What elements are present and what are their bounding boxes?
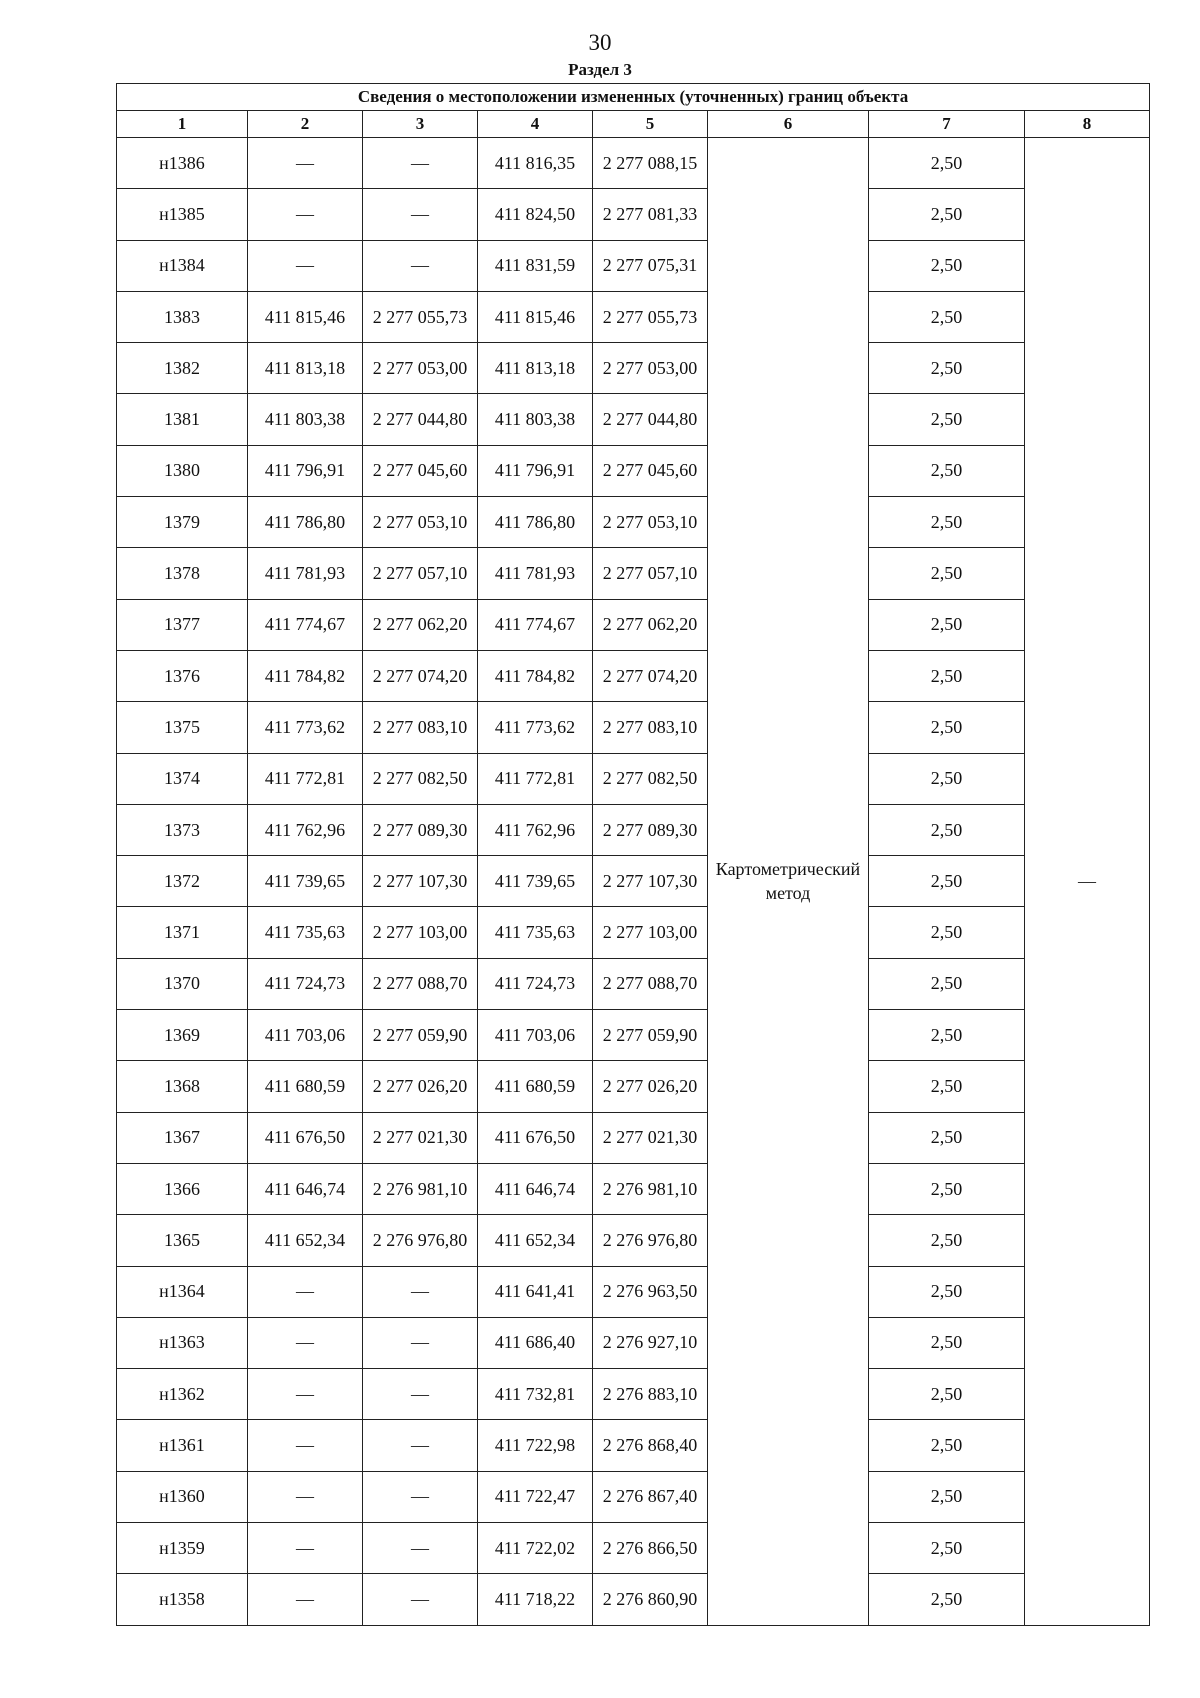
cell-col-2: 411 784,82 — [248, 650, 363, 701]
cell-col-1: 1371 — [117, 907, 248, 958]
cell-col-4: 411 676,50 — [478, 1112, 593, 1163]
cell-col-2: 411 772,81 — [248, 753, 363, 804]
cell-col-7: 2,50 — [869, 907, 1025, 958]
cell-col-2: 411 680,59 — [248, 1061, 363, 1112]
cell-col-4: 411 722,98 — [478, 1420, 593, 1471]
cell-col-2: — — [248, 1574, 363, 1625]
cell-col-3: 2 277 074,20 — [363, 650, 478, 701]
table-row — [117, 804, 1150, 855]
cell-col-5: 2 276 866,50 — [593, 1523, 708, 1574]
cell-col-2: 411 724,73 — [248, 958, 363, 1009]
cell-col-4: 411 722,02 — [478, 1523, 593, 1574]
cell-col-7: 2,50 — [869, 343, 1025, 394]
cell-col-3: — — [363, 1266, 478, 1317]
column-number-1: 1 — [117, 111, 248, 138]
cell-col-5: 2 277 021,30 — [593, 1112, 708, 1163]
table-body — [117, 138, 1150, 1626]
cell-col-2: 411 773,62 — [248, 702, 363, 753]
cell-col-1: 1365 — [117, 1215, 248, 1266]
cell-col-4: 411 735,63 — [478, 907, 593, 958]
cell-col-3: 2 277 082,50 — [363, 753, 478, 804]
table-row — [117, 1574, 1150, 1625]
cell-col-7: 2,50 — [869, 1471, 1025, 1522]
cell-col-7: 2,50 — [869, 138, 1025, 189]
cell-col-7: 2,50 — [869, 1061, 1025, 1112]
cell-col-5: 2 276 927,10 — [593, 1317, 708, 1368]
page-number: 30 — [588, 30, 612, 55]
table-row — [117, 394, 1150, 445]
cell-col-5: 2 277 075,31 — [593, 240, 708, 291]
cell-col-5: 2 277 053,10 — [593, 497, 708, 548]
cell-col-3: 2 276 976,80 — [363, 1215, 478, 1266]
table-row — [117, 907, 1150, 958]
cell-col-7: 2,50 — [869, 599, 1025, 650]
cell-col-3: — — [363, 189, 478, 240]
cell-col-5: 2 276 963,50 — [593, 1266, 708, 1317]
table-row — [117, 1369, 1150, 1420]
cell-col-4: 411 784,82 — [478, 650, 593, 701]
cell-col-1: н1385 — [117, 189, 248, 240]
table-row — [117, 753, 1150, 804]
table-row — [117, 497, 1150, 548]
cell-col-3: 2 277 044,80 — [363, 394, 478, 445]
cell-col-1: 1370 — [117, 958, 248, 1009]
cell-col-2: 411 815,46 — [248, 291, 363, 342]
cell-col-1: 1372 — [117, 856, 248, 907]
cell-col-4: 411 732,81 — [478, 1369, 593, 1420]
cell-col-7: 2,50 — [869, 240, 1025, 291]
column-number-2: 2 — [248, 111, 363, 138]
cell-col-7: 2,50 — [869, 1163, 1025, 1214]
cell-col-1: 1374 — [117, 753, 248, 804]
cell-col-5: 2 277 082,50 — [593, 753, 708, 804]
cell-col-5: 2 277 074,20 — [593, 650, 708, 701]
section-title: Раздел 3 — [568, 60, 632, 79]
column-number-5: 5 — [593, 111, 708, 138]
cell-col-4: 411 803,38 — [478, 394, 593, 445]
table-row — [117, 1215, 1150, 1266]
table-row — [117, 1112, 1150, 1163]
cell-col-4: 411 762,96 — [478, 804, 593, 855]
cell-col-1: 1369 — [117, 1010, 248, 1061]
cell-col-2: 411 774,67 — [248, 599, 363, 650]
cell-col-5: 2 277 107,30 — [593, 856, 708, 907]
cell-col-3: — — [363, 240, 478, 291]
cell-col-1: 1366 — [117, 1163, 248, 1214]
cell-col-7: 2,50 — [869, 753, 1025, 804]
cell-col-4: 411 831,59 — [478, 240, 593, 291]
cell-col-7: 2,50 — [869, 394, 1025, 445]
cell-col-7: 2,50 — [869, 1010, 1025, 1061]
cell-col-7: 2,50 — [869, 650, 1025, 701]
cell-col-5: 2 277 026,20 — [593, 1061, 708, 1112]
cell-col-3: 2 277 053,00 — [363, 343, 478, 394]
table-row — [117, 1061, 1150, 1112]
cell-col-5: 2 277 055,73 — [593, 291, 708, 342]
cell-col-5: 2 276 976,80 — [593, 1215, 708, 1266]
cell-col-7: 2,50 — [869, 189, 1025, 240]
cell-col-4: 411 646,74 — [478, 1163, 593, 1214]
cell-col-3: 2 277 053,10 — [363, 497, 478, 548]
cell-col-1: н1386 — [117, 138, 248, 189]
cell-col-3: — — [363, 1523, 478, 1574]
cell-col-3: 2 277 045,60 — [363, 445, 478, 496]
cell-col-2: 411 739,65 — [248, 856, 363, 907]
cell-col-2: — — [248, 1471, 363, 1522]
cell-col-3: 2 277 062,20 — [363, 599, 478, 650]
cell-col-7: 2,50 — [869, 804, 1025, 855]
cell-col-1: 1373 — [117, 804, 248, 855]
cell-col-2: 411 803,38 — [248, 394, 363, 445]
cell-col-4: 411 774,67 — [478, 599, 593, 650]
table-row — [117, 240, 1150, 291]
cell-col-7: 2,50 — [869, 1369, 1025, 1420]
column-number-8: 8 — [1025, 111, 1150, 138]
cell-col-5: 2 277 088,70 — [593, 958, 708, 1009]
cell-col-2: — — [248, 138, 363, 189]
cell-col-2: 411 781,93 — [248, 548, 363, 599]
table-row — [117, 1471, 1150, 1522]
cell-col-5: 2 276 981,10 — [593, 1163, 708, 1214]
boundary-coordinates-table — [116, 83, 1150, 1626]
cell-col-1: н1359 — [117, 1523, 248, 1574]
cell-col-1: 1378 — [117, 548, 248, 599]
cell-col-2: — — [248, 1369, 363, 1420]
table-row — [117, 650, 1150, 701]
cell-col-3: — — [363, 1574, 478, 1625]
cell-col-4: 411 739,65 — [478, 856, 593, 907]
cell-col-7: 2,50 — [869, 548, 1025, 599]
cell-col-7: 2,50 — [869, 291, 1025, 342]
column-number-7: 7 — [869, 111, 1025, 138]
table-row — [117, 1523, 1150, 1574]
cell-col-2: 411 735,63 — [248, 907, 363, 958]
cell-col-3: 2 277 107,30 — [363, 856, 478, 907]
cell-col-7: 2,50 — [869, 702, 1025, 753]
cell-col-7: 2,50 — [869, 1317, 1025, 1368]
cell-col-4: 411 722,47 — [478, 1471, 593, 1522]
cell-col-4: 411 680,59 — [478, 1061, 593, 1112]
cell-col-3: 2 277 083,10 — [363, 702, 478, 753]
cell-col-2: — — [248, 240, 363, 291]
cell-col-5: 2 277 045,60 — [593, 445, 708, 496]
cell-col-5: 2 276 867,40 — [593, 1471, 708, 1522]
cell-col-3: 2 276 981,10 — [363, 1163, 478, 1214]
cell-col-2: 411 813,18 — [248, 343, 363, 394]
table-row — [117, 138, 1150, 189]
cell-col-3: 2 277 103,00 — [363, 907, 478, 958]
cell-col-1: 1383 — [117, 291, 248, 342]
cell-col-3: 2 277 088,70 — [363, 958, 478, 1009]
cell-col-5: 2 277 083,10 — [593, 702, 708, 753]
table-row — [117, 343, 1150, 394]
table-row — [117, 599, 1150, 650]
cell-col-3: 2 277 021,30 — [363, 1112, 478, 1163]
cell-col-2: — — [248, 1523, 363, 1574]
table-row — [117, 1420, 1150, 1471]
cell-col-7: 2,50 — [869, 958, 1025, 1009]
cell-col-7: 2,50 — [869, 1574, 1025, 1625]
cell-col-5: 2 277 062,20 — [593, 599, 708, 650]
table-row — [117, 291, 1150, 342]
cell-col-2: — — [248, 1317, 363, 1368]
cell-col-7: 2,50 — [869, 1215, 1025, 1266]
cell-col-7: 2,50 — [869, 1420, 1025, 1471]
cell-col-4: 411 786,80 — [478, 497, 593, 548]
cell-col-2: 411 652,34 — [248, 1215, 363, 1266]
cell-col-3: 2 277 057,10 — [363, 548, 478, 599]
cell-col-5: 2 277 081,33 — [593, 189, 708, 240]
table-row — [117, 189, 1150, 240]
cell-col-7: 2,50 — [869, 445, 1025, 496]
cell-col-4: 411 718,22 — [478, 1574, 593, 1625]
cell-col-5: 2 276 860,90 — [593, 1574, 708, 1625]
cell-col-4: 411 641,41 — [478, 1266, 593, 1317]
cell-col-5: 2 276 883,10 — [593, 1369, 708, 1420]
cell-col-2: 411 762,96 — [248, 804, 363, 855]
cell-col-1: н1384 — [117, 240, 248, 291]
cell-col-1: 1368 — [117, 1061, 248, 1112]
cell-col-4: 411 652,34 — [478, 1215, 593, 1266]
method-cell: Картометрический метод — [708, 138, 869, 1626]
cell-col-1: н1361 — [117, 1420, 248, 1471]
cell-col-5: 2 277 053,00 — [593, 343, 708, 394]
cell-col-1: н1360 — [117, 1471, 248, 1522]
cell-col-4: 411 813,18 — [478, 343, 593, 394]
table-row — [117, 856, 1150, 907]
table-row — [117, 958, 1150, 1009]
cell-col-1: 1382 — [117, 343, 248, 394]
cell-col-1: н1363 — [117, 1317, 248, 1368]
cell-col-2: 411 676,50 — [248, 1112, 363, 1163]
cell-col-2: — — [248, 1266, 363, 1317]
cell-col-1: 1379 — [117, 497, 248, 548]
cell-col-2: 411 796,91 — [248, 445, 363, 496]
table-row — [117, 702, 1150, 753]
col8-cell: — — [1025, 138, 1150, 1626]
column-number-3: 3 — [363, 111, 478, 138]
cell-col-1: 1381 — [117, 394, 248, 445]
column-number-6: 6 — [708, 111, 869, 138]
cell-col-4: 411 824,50 — [478, 189, 593, 240]
cell-col-4: 411 816,35 — [478, 138, 593, 189]
cell-col-1: н1364 — [117, 1266, 248, 1317]
cell-col-3: 2 277 059,90 — [363, 1010, 478, 1061]
table-row — [117, 1317, 1150, 1368]
cell-col-7: 2,50 — [869, 1112, 1025, 1163]
cell-col-5: 2 276 868,40 — [593, 1420, 708, 1471]
cell-col-4: 411 772,81 — [478, 753, 593, 804]
cell-col-4: 411 781,93 — [478, 548, 593, 599]
cell-col-5: 2 277 044,80 — [593, 394, 708, 445]
cell-col-7: 2,50 — [869, 1266, 1025, 1317]
cell-col-3: 2 277 089,30 — [363, 804, 478, 855]
cell-col-5: 2 277 088,15 — [593, 138, 708, 189]
cell-col-4: 411 796,91 — [478, 445, 593, 496]
cell-col-2: 411 703,06 — [248, 1010, 363, 1061]
cell-col-3: 2 277 055,73 — [363, 291, 478, 342]
table-row — [117, 1163, 1150, 1214]
cell-col-7: 2,50 — [869, 1523, 1025, 1574]
table-row — [117, 445, 1150, 496]
cell-col-4: 411 724,73 — [478, 958, 593, 1009]
cell-col-3: — — [363, 1420, 478, 1471]
cell-col-5: 2 277 103,00 — [593, 907, 708, 958]
cell-col-2: — — [248, 189, 363, 240]
cell-col-2: — — [248, 1420, 363, 1471]
cell-col-1: н1362 — [117, 1369, 248, 1420]
cell-col-3: 2 277 026,20 — [363, 1061, 478, 1112]
cell-col-1: 1380 — [117, 445, 248, 496]
cell-col-1: 1367 — [117, 1112, 248, 1163]
table-caption: Сведения о местоположении измененных (уточненных) границ объекта — [117, 84, 1150, 111]
cell-col-7: 2,50 — [869, 856, 1025, 907]
cell-col-1: 1376 — [117, 650, 248, 701]
cell-col-5: 2 277 089,30 — [593, 804, 708, 855]
cell-col-4: 411 815,46 — [478, 291, 593, 342]
cell-col-3: — — [363, 1369, 478, 1420]
cell-col-1: 1377 — [117, 599, 248, 650]
table-row — [117, 548, 1150, 599]
cell-col-3: — — [363, 1317, 478, 1368]
cell-col-5: 2 277 057,10 — [593, 548, 708, 599]
column-number-4: 4 — [478, 111, 593, 138]
cell-col-2: 411 646,74 — [248, 1163, 363, 1214]
cell-col-1: 1375 — [117, 702, 248, 753]
cell-col-5: 2 277 059,90 — [593, 1010, 708, 1061]
cell-col-1: н1358 — [117, 1574, 248, 1625]
cell-col-4: 411 703,06 — [478, 1010, 593, 1061]
cell-col-3: — — [363, 138, 478, 189]
cell-col-7: 2,50 — [869, 497, 1025, 548]
cell-col-2: 411 786,80 — [248, 497, 363, 548]
table-row — [117, 1010, 1150, 1061]
cell-col-4: 411 686,40 — [478, 1317, 593, 1368]
table-row — [117, 1266, 1150, 1317]
cell-col-3: — — [363, 1471, 478, 1522]
cell-col-4: 411 773,62 — [478, 702, 593, 753]
